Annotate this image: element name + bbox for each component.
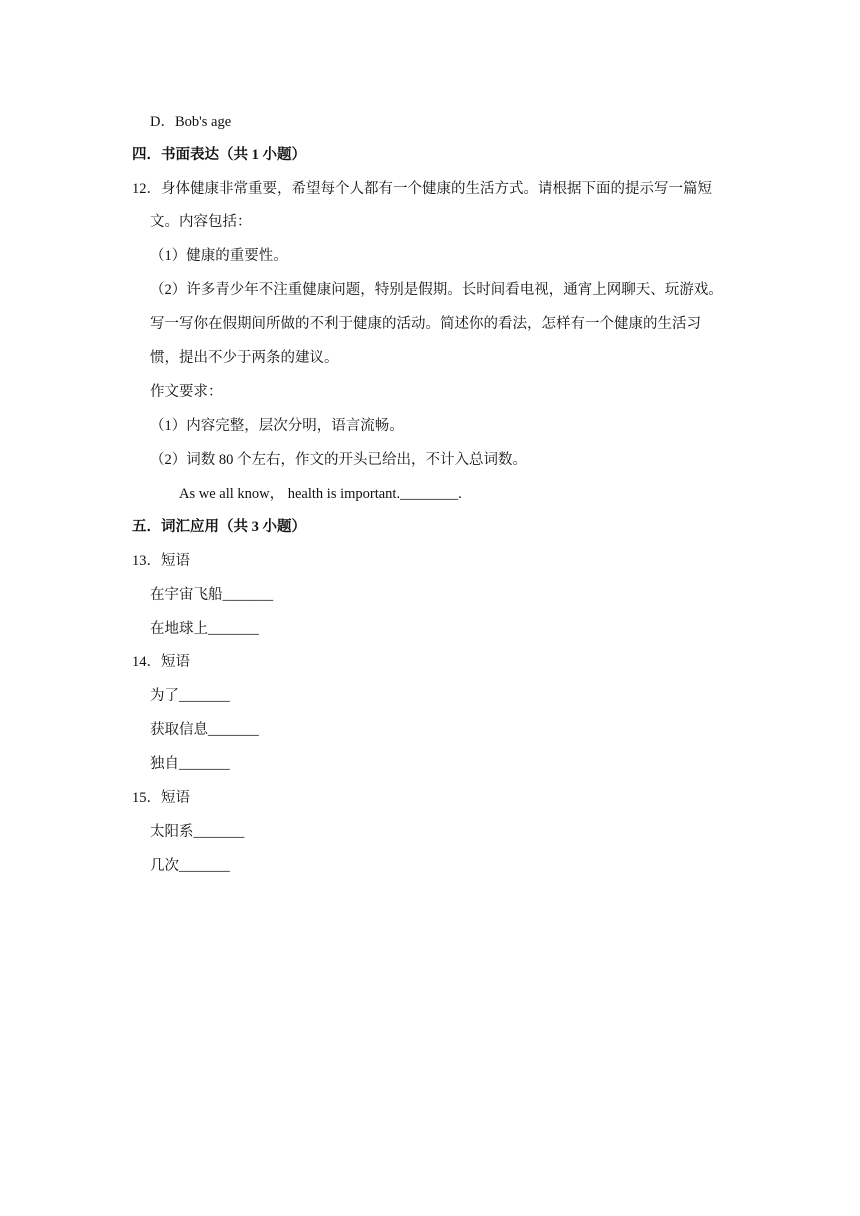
requirements-title: 作文要求： [150, 384, 223, 400]
q15-label: 15．短语 [132, 790, 190, 806]
q12-line-1: 12．身体健康非常重要，希望每个人都有一个健康的生活方式。请根据下面的提示写一篇短 [132, 181, 712, 197]
requirement-1: （1）内容完整，层次分明，语言流畅。 [150, 418, 404, 434]
q14-item: 独自_______ [150, 756, 230, 772]
requirement-2: （2）词数 80 个左右，作文的开头已给出，不计入总词数。 [150, 452, 527, 468]
q15-item: 太阳系_______ [150, 824, 245, 840]
q12-point-2-line-3: 惯，提出不少于两条的建议。 [150, 350, 339, 366]
q15-item: 几次_______ [150, 858, 230, 874]
q11-option-d: D．Bob's age [150, 114, 232, 130]
q12-point-2-line-2: 写一写你在假期间所做的不利于健康的活动。简述你的看法，怎样有一个健康的生活习 [150, 316, 701, 332]
q14-item: 获取信息_______ [150, 722, 259, 738]
q14-item: 为了_______ [150, 688, 230, 704]
essay-opening: As we all know， health is important.________. [179, 486, 462, 502]
q12-point-1: （1）健康的重要性。 [150, 248, 288, 264]
q13-item: 在宇宙飞船_______ [150, 587, 274, 603]
section-4-heading: 四．书面表达（共 1 小题） [132, 147, 306, 163]
q13-item: 在地球上_______ [150, 621, 259, 637]
section-5-heading: 五．词汇应用（共 3 小题） [132, 519, 306, 535]
q12-point-2-line-1: （2）许多青少年不注重健康问题，特别是假期。长时间看电视，通宵上网聊天、玩游戏。 [150, 282, 723, 298]
q13-label: 13．短语 [132, 553, 190, 569]
q12-line-2: 文。内容包括： [150, 214, 252, 230]
q14-label: 14．短语 [132, 654, 190, 670]
